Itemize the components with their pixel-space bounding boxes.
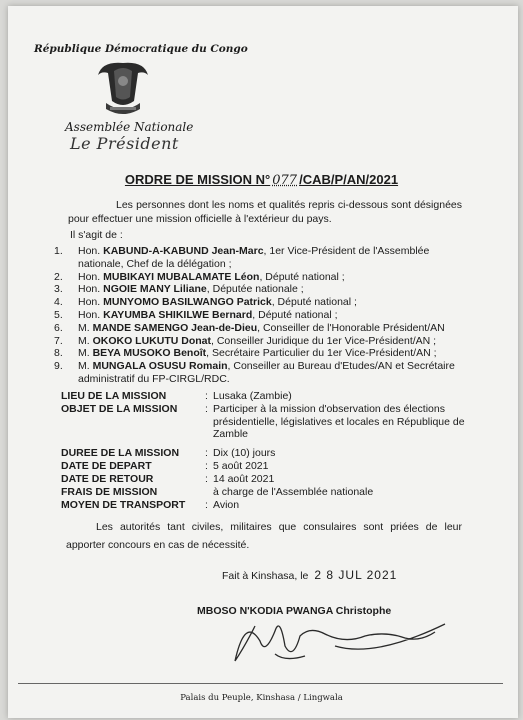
- members-list: [54, 245, 470, 386]
- place-text: Fait à Kinshasa, le: [222, 570, 309, 582]
- list-item: 7. M. OKOKO LUKUTU Donat, Conseiller Juridique du 1er Vice-Président/AN ;: [54, 334, 437, 347]
- list-item: 8. M. BEYA MUSOKO Benoît, Secrétaire Particulier du 1er Vice-Président/AN ;: [54, 347, 437, 360]
- mission-number: 077: [272, 173, 298, 188]
- title-suffix: /CAB/P/AN/2021: [299, 172, 399, 187]
- intro-paragraph: Les personnes dont les noms et qualités repris ci-dessous sont désignées pour effectuer une mission officielle à l'extérieur du pays.: [68, 199, 462, 225]
- closing-paragraph: Les autorités tant civiles, militaires que consulaires sont priées de leur apporter concours en cas de nécessité.: [66, 521, 462, 551]
- signer-name: MBOSO N'KODIA PWANGA Christophe: [197, 605, 392, 617]
- coat-of-arms-emblem: [92, 57, 154, 117]
- list-item: 5. Hon. KAYUMBA SHIKILWE Bernard, Député national ;: [54, 308, 338, 321]
- list-item: 4. Hon. MUNYOMO BASILWANGO Patrick, Député national ;: [54, 296, 357, 309]
- date-stamp: 2 8 JUL 2021: [314, 568, 398, 582]
- president-title: Le Président: [70, 134, 179, 153]
- title-prefix: ORDRE DE MISSION N°: [124, 172, 271, 187]
- assembly-name: Assemblée Nationale: [65, 120, 194, 134]
- list-item: 1. Hon. KABUND-A-KABUND Jean-Marc, 1er Vice-Président de l'Assemblée nationale, Chef de la délégation ;: [54, 245, 430, 270]
- footer-divider: [18, 683, 503, 684]
- list-intro: Il s'agit de :: [70, 229, 123, 241]
- document-title: [0, 172, 523, 188]
- list-item: 3. Hon. NGOIE MANY Liliane, Députée nationale ;: [54, 283, 304, 296]
- footer-address: Palais du Peuple, Kinshasa / Lingwala: [180, 693, 343, 703]
- list-item: 2. Hon. MUBIKAYI MUBALAMATE Léon, Député national ;: [54, 270, 345, 283]
- place-and-date: [222, 568, 397, 582]
- list-item: 9. M. MUNGALA OSUSU Romain, Conseiller au Bureau d'Etudes/AN et Secrétaire administratif du FP-CIRGL/RDC.: [54, 360, 455, 385]
- list-item: 6. M. MANDE SAMENGO Jean-de-Dieu, Conseiller de l'Honorable Président/AN: [54, 321, 445, 334]
- republic-header: République Démocratique du Congo: [34, 43, 248, 55]
